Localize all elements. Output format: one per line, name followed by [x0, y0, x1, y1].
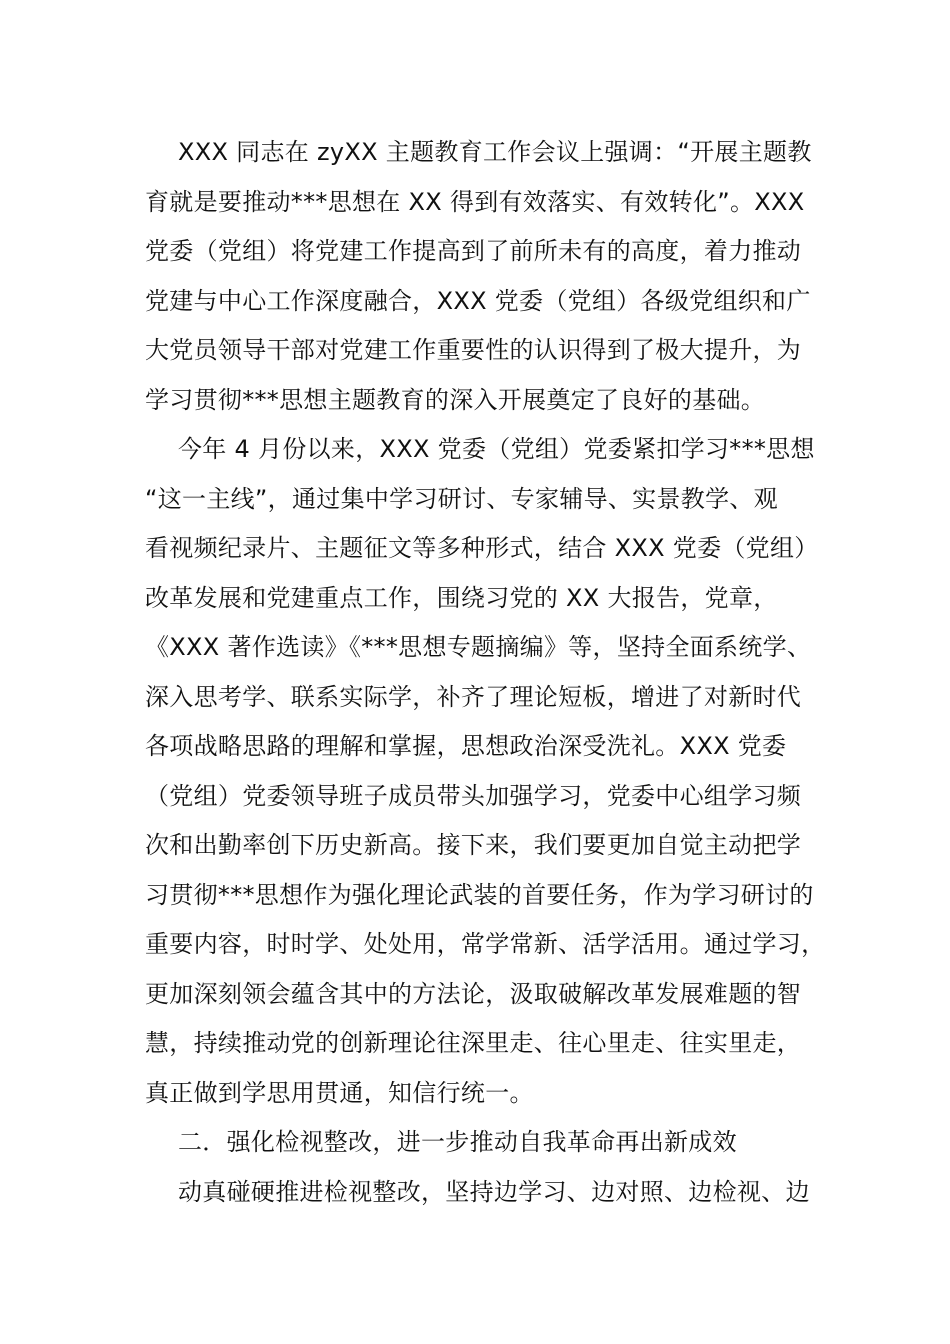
paragraph-line: 动真碰硬推进检视整改，坚持边学习、边对照、边检视、边 — [178, 1177, 810, 1206]
paragraph-line: 看视频纪录片、主题征文等多种形式，结合 XXX 党委（党组） — [145, 534, 819, 562]
paragraph-line: 改革发展和党建重点工作，围绕习党的 XX 大报告，党章， — [145, 583, 778, 612]
paragraph-line: 次和出勤率创下历史新高。接下来，我们要更加自觉主动把学 — [145, 831, 802, 859]
paragraph-line: 育就是要推动***思想在 XX 得到有效落实、有效转化”。XXX — [145, 187, 805, 216]
paragraph-line: 更加深刻领会蕴含其中的方法论，汲取破解改革发展难题的智 — [145, 979, 802, 1008]
paragraph-line: 今年 4 月份以来，XXX 党委（党组）党委紧扣学习***思想 — [178, 435, 815, 463]
section-heading: 二．强化检视整改，进一步推动自我革命再出新成效 — [178, 1128, 737, 1156]
paragraph-line: （党组）党委领导班子成员带头加强学习，党委中心组学习频 — [145, 781, 802, 810]
paragraph-line: 党建与中心工作深度融合，XXX 党委（党组）各级党组织和广 — [145, 286, 811, 315]
paragraph-line: “这一主线”，通过集中学习研讨、专家辅导、实景教学、观 — [145, 484, 778, 513]
paragraph-line: 习贯彻***思想作为强化理论武装的首要任务，作为学习研讨的 — [145, 880, 814, 909]
paragraph-line: 《XXX 著作选读》《***思想专题摘编》等，坚持全面系统学、 — [145, 633, 812, 661]
paragraph-study — [145, 425, 825, 1118]
paragraph-line: 重要内容，时时学、处处用，常学常新、活学活用。通过学习， — [145, 930, 826, 958]
paragraph-intro — [145, 128, 825, 425]
paragraph-line: 慧，持续推动党的创新理论往深里走、往心里走、往实里走， — [145, 1029, 802, 1057]
paragraph-line: 真正做到学思用贯通，知信行统一。 — [145, 1078, 534, 1107]
paragraph-line: 各项战略思路的理解和掌握，思想政治深受洗礼。XXX 党委 — [145, 732, 787, 760]
paragraph-line: 大党员领导干部对党建工作重要性的认识得到了极大提升，为 — [145, 336, 802, 364]
document-body — [145, 128, 825, 1217]
paragraph-line: 党委（党组）将党建工作提高到了前所未有的高度，着力推动 — [145, 237, 802, 265]
paragraph-line: 深入思考学、联系实际学，补齐了理论短板，增进了对新时代 — [145, 682, 802, 711]
paragraph-line: 学习贯彻***思想主题教育的深入开展奠定了良好的基础。 — [145, 385, 766, 414]
paragraph-line: XXX 同志在 zyXX 主题教育工作会议上强调：“开展主题教 — [178, 138, 812, 166]
